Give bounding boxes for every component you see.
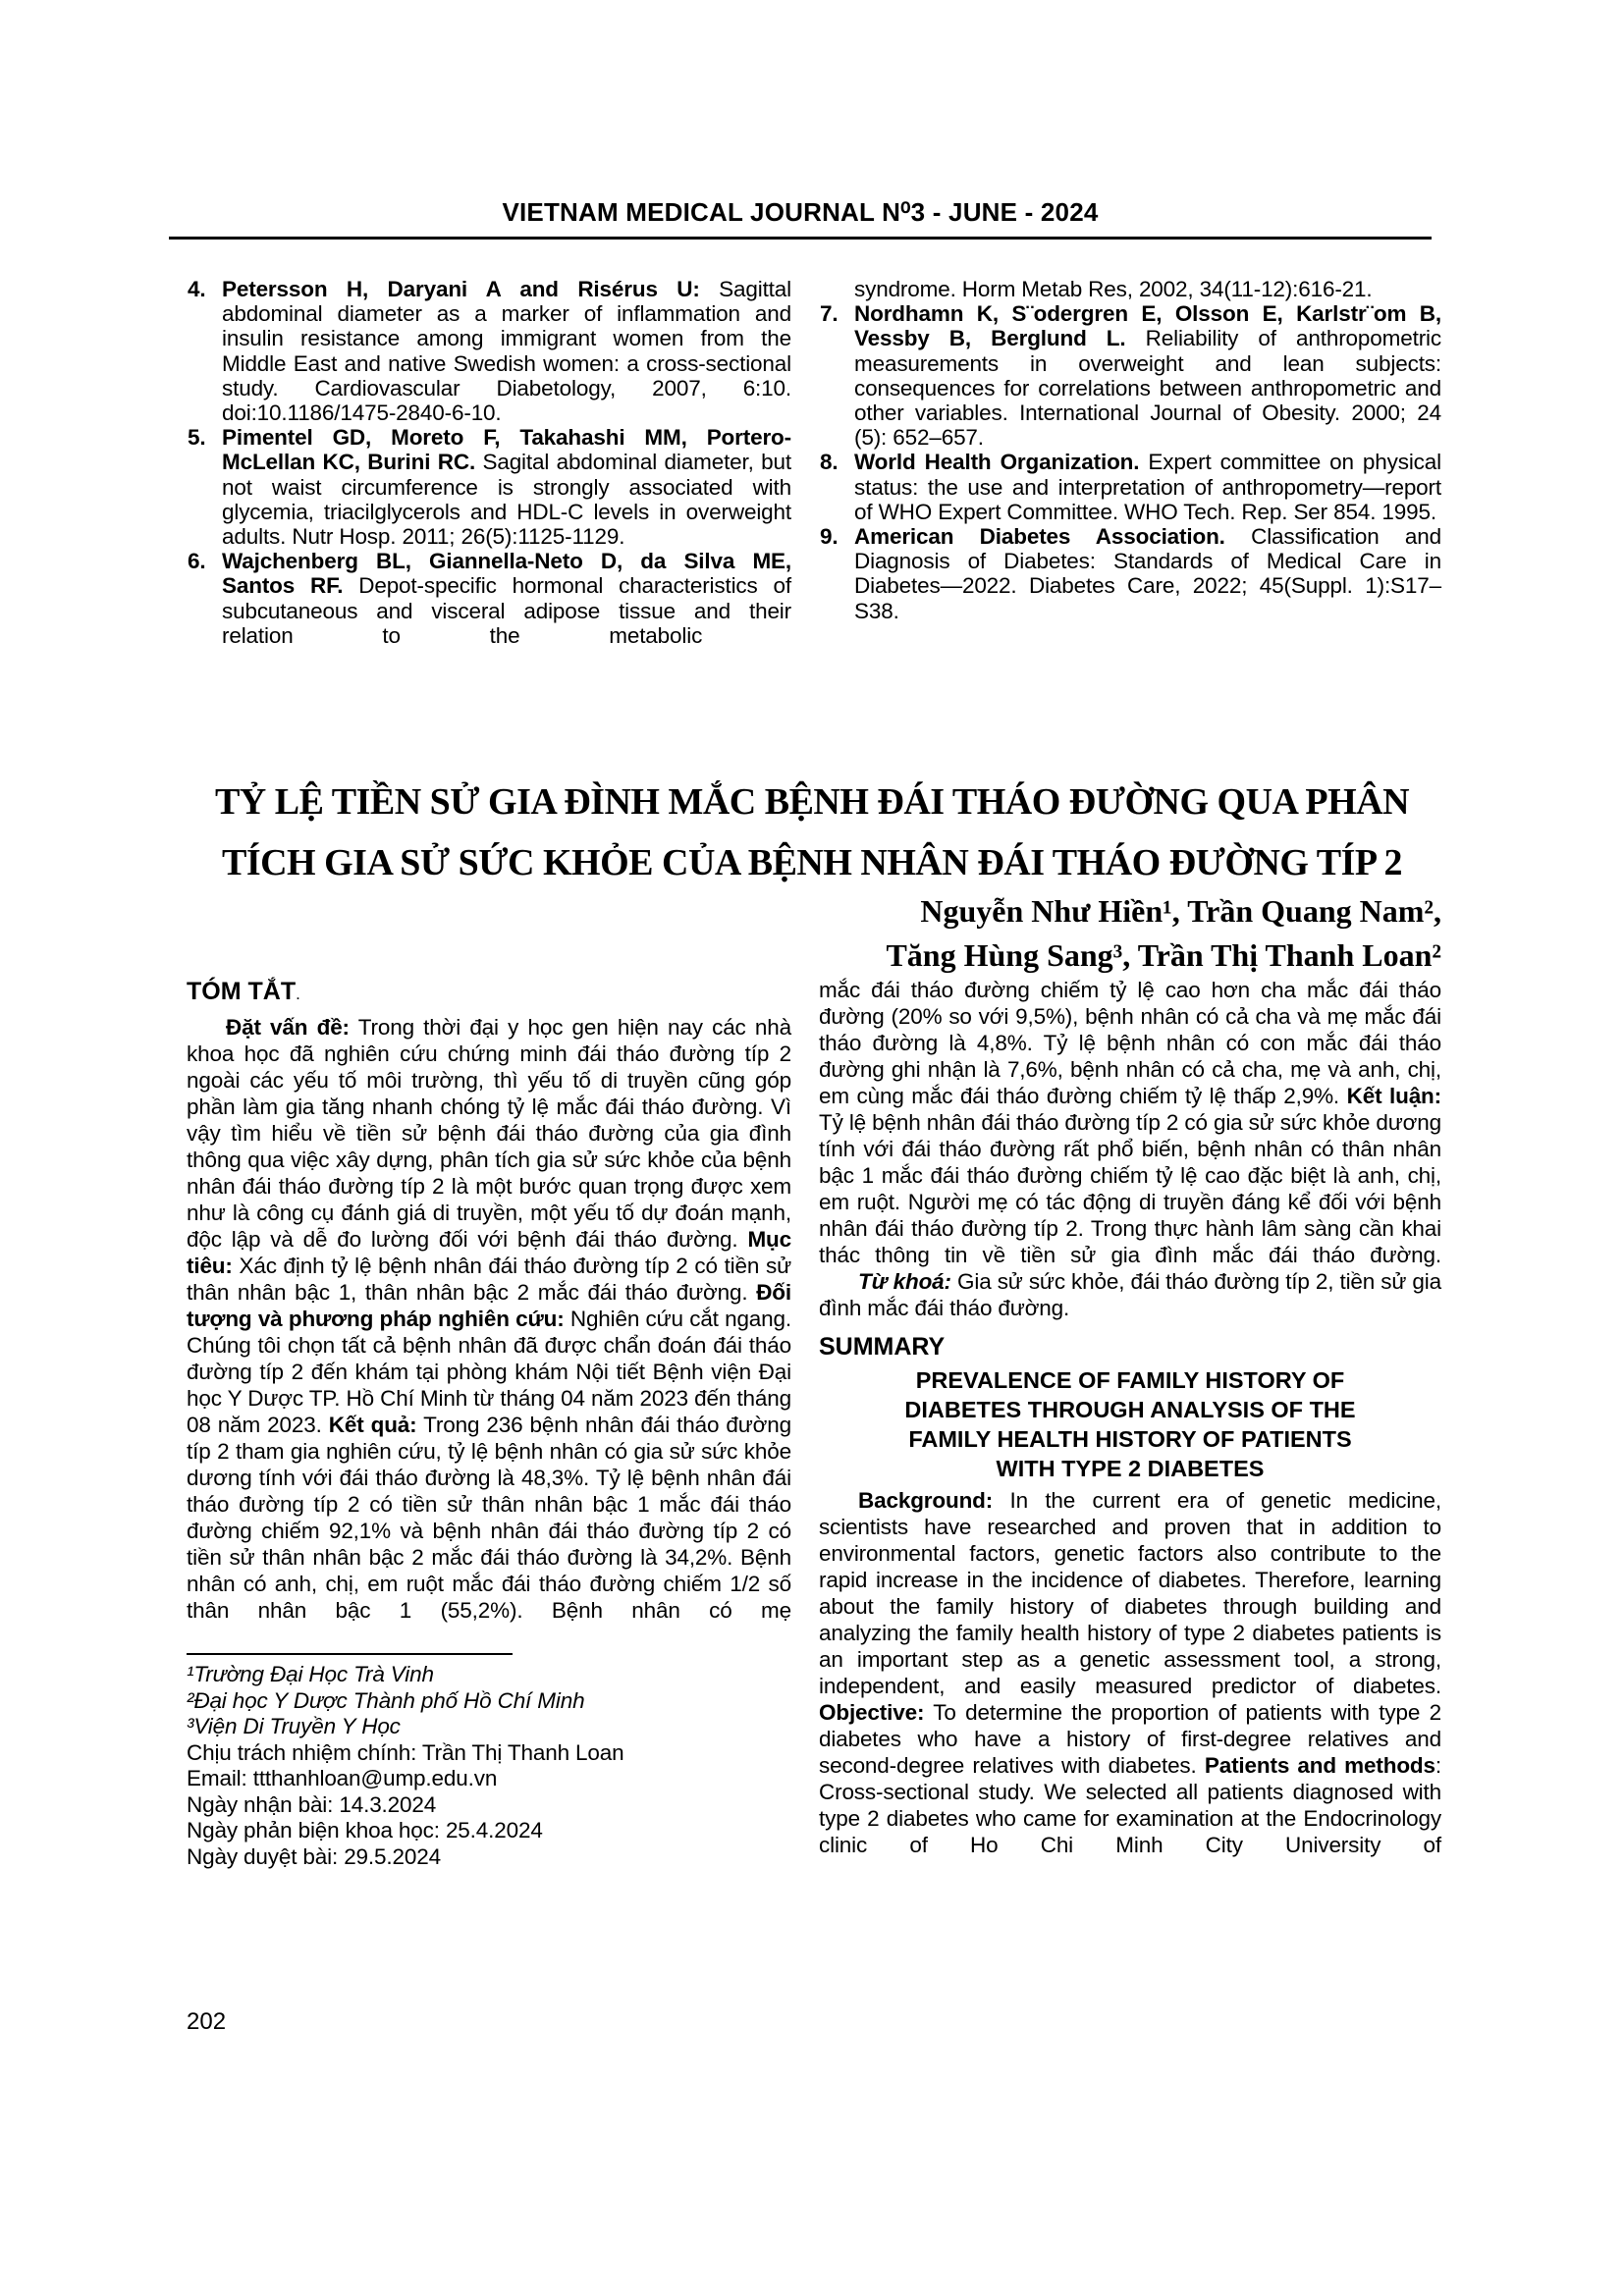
abstract-paragraph: Đặt vấn đề: Trong thời đại y học gen hiện nay các nhà khoa học đã nghiên cứu chứng minh đái tháo đường típ 2 ngoài các yếu tố môi trường, thì yếu tố di truyền cũng góp phần làm gia tăng nhanh chóng tỷ lệ mắc đái tháo đường. Vì vậy tìm hiểu về tiền sử bệnh đái tháo đường của gia đình thông qua việc xây dựng, phân tích gia sử sức khỏe của bệnh nhân đái tháo đường típ 2 là một bước quan trọng được xem như là công cụ đánh giá di truyền, một yếu tố dự đoán mạnh, độc lập và dễ đo lường đối với bệnh đái tháo đường. Mục tiêu: Xác định tỷ lệ bệnh nhân đái tháo đường típ 2 có tiền sử thân nhân bậc 1, thân nhân bậc 2 mắc đái tháo đường. Đối tượng và phương pháp nghiên cứu: Nghiên cứu cắt ngang. Chúng tôi chọn tất cả bệnh nhân đã được chẩn đoán đái tháo đường típ 2 đến khám tại phòng khám Nội tiết Bệnh viện Đại học Y Dược TP. Hồ Chí Minh từ tháng 04 năm 2023 đến tháng 08 năm 2023. Kết quả: Trong 236 bệnh nhân đái tháo đường típ 2 tham gia nghiên cứu, tỷ lệ bệnh nhân có gia sử sức khỏe dương tính với đái tháo đường là 48,3%. Tỷ lệ bệnh nhân đái tháo đường típ 2 có tiền sử thân nhân bậc 1 mắc đái tháo đường chiếm 92,1% và bệnh nhân đái tháo đường típ 2 có tiền sử thân nhân bậc 2 mắc đái tháo đường là 34,2%. Bệnh nhân có anh, chị, em ruột mắc đái tháo đường chiếm 1/2 số thân nhân bậc 1 (55,2%). Bệnh nhân có mẹ <box>187 1015 792 1623</box>
references-section <box>187 277 1441 648</box>
summary-title-line: FAMILY HEALTH HISTORY OF PATIENTS <box>908 1426 1352 1452</box>
reference-text: World Health Organization. Expert committee on physical status: the use and interpretation of anthropometry—report of WHO Expert Committee. WHO Tech. Rep. Ser 854. 1995. <box>854 450 1441 524</box>
reference-item <box>819 524 1441 623</box>
page-number: 202 <box>187 2008 227 2035</box>
reference-number: 4. <box>188 277 206 301</box>
keywords-paragraph: Từ khoá: Gia sử sức khỏe, đái tháo đường típ 2, tiền sử gia đình mắc đái tháo đường. <box>819 1269 1441 1320</box>
footnote-line-received-date: Ngày nhận bài: 14.3.2024 <box>187 1791 437 1817</box>
references-left-column <box>187 277 791 648</box>
abstract-heading-text: TÓM TẮT <box>187 978 297 1005</box>
footnote-line-review-date: Ngày phản biện khoa học: 25.4.2024 <box>187 1818 543 1842</box>
reference-item <box>187 277 791 425</box>
footnote-line-email: Email: ttthanhloan@ump.edu.vn <box>187 1766 498 1790</box>
article-title <box>90 772 1534 893</box>
body-columns <box>187 977 1441 1870</box>
reference-text: Petersson H, Daryani A and Risérus U: Sagittal abdominal diameter as a marker of inflammation and insulin resistance among immigrant women from the Middle East and native Swedish women: a cross-sectional study. Cardiovascular Diabetology, 2007, 6:10. doi:10.1186/1475-2840-6-10. <box>222 277 791 426</box>
article-title-line: TÍCH GIA SỬ SỨC KHỎE CỦA BỆNH NHÂN ĐÁI THÁO ĐƯỜNG TÍP 2 <box>221 842 1403 883</box>
abstract-column <box>187 977 791 1870</box>
footnote-line-corresponding-author: Chịu trách nhiệm chính: Trần Thị Thanh Loan <box>187 1739 624 1765</box>
summary-body: Background: In the current era of genetic medicine, scientists have researched and proven that in addition to environmental factors, genetic factors also contribute to the rapid increase in the incidence of diabetes. Therefore, learning about the family history of diabetes through building and analyzing the family health history of type 2 diabetes patients is an important step as a genetic assessment tool, a strong, independent, and easily measured predictor of diabetes. Objective: To determine the proportion of patients with type 2 diabetes who have a history of first-degree relatives and second-degree relatives with diabetes. Patients and methods: Cross-sectional study. We selected all patients diagnosed with type 2 diabetes who came for examination at the Endocrinology clinic of Ho Chi Minh City University of <box>819 1488 1441 1857</box>
reference-number: 7. <box>820 301 839 327</box>
footnote-block <box>187 1653 791 1870</box>
reference-item <box>187 549 791 648</box>
abstract-heading <box>187 977 791 1009</box>
abstract-continuation: mắc đái tháo đường chiếm tỷ lệ cao hơn cha mắc đái tháo đường (20% so với 9,5%), bệnh nhân có cả cha và mẹ mắc đái tháo đường là 4,8%. Tỷ lệ bệnh nhân có con mắc đái tháo đường ghi nhận là 7,6%, bệnh nhân có cả cha, mẹ và anh, chị, em cùng mắc đái tháo đường chiếm tỷ lệ thấp 2,9%. Kết luận: Tỷ lệ bệnh nhân đái tháo đường típ 2 có gia sử sức khỏe dương tính với đái tháo đường rất phổ biến, bệnh nhân có thân nhân bậc 1 mắc đái tháo đường chiếm tỷ lệ cao đặc biệt là anh, chị, em ruột. Người mẹ có tác động di truyền đáng kể đối với bệnh nhân đái tháo đường típ 2. Trong thực hành lâm sàng cần khai thác thông tin về tiền sử gia đình mắc đái tháo đường. <box>819 978 1441 1267</box>
reference-continuation: syndrome. Horm Metab Res, 2002, 34(11-12):616-21. <box>854 277 1373 301</box>
reference-number: 5. <box>188 425 206 451</box>
reference-text: Wajchenberg BL, Giannella-Neto D, da Silva ME, Santos RF. Depot-specific hormonal characteristics of subcutaneous and visceral adipose tissue and their relation to the metabolic <box>222 549 791 648</box>
reference-item <box>187 425 791 549</box>
reference-text: American Diabetes Association. Classification and Diagnosis of Diabetes: Standards of Medical Care in Diabetes—2022. Diabetes Care, 2022; 45(Suppl. 1):S17–S38. <box>854 524 1441 623</box>
footnote-line-accepted-date: Ngày duyệt bài: 29.5.2024 <box>187 1843 441 1869</box>
reference-text: Pimentel GD, Moreto F, Takahashi MM, Portero-McLellan KC, Burini RC. Sagital abdominal diameter, but not waist circumference is strongly associated with glycemia, triacilglycerols and HDL-C levels in overweight adults. Nutr Hosp. 2011; 26(5):1125-1129. <box>222 425 791 550</box>
journal-header: VIETNAM MEDICAL JOURNAL N⁰3 - JUNE - 2024 <box>502 197 1099 227</box>
affiliation-line: ³Viện Di Truyền Y Học <box>187 1714 401 1738</box>
affiliation-line: ¹Trường Đại Học Trà Vinh <box>187 1662 434 1686</box>
reference-text: Nordhamn K, S¨odergren E, Olsson E, Karlstr¨om B, Vessby B, Berglund L. Reliability of anthropometric measurements in overweight and lean subjects: consequences for correlations between anthropometric and other variables. International Journal of Obesity. 2000; 24 (5): 652–657. <box>854 301 1441 451</box>
summary-column <box>819 977 1441 1870</box>
summary-title-line: DIABETES THROUGH ANALYSIS OF THE <box>904 1397 1356 1422</box>
summary-title-line: WITH TYPE 2 DIABETES <box>996 1456 1265 1481</box>
author-line: Nguyễn Như Hiền¹, Trần Quang Nam², <box>920 893 1441 929</box>
article-title-line: TỶ LỆ TIỀN SỬ GIA ĐÌNH MẮC BỆNH ĐÁI THÁO ĐƯỜNG QUA PHÂN <box>214 781 1410 823</box>
summary-heading: SUMMARY <box>819 1333 946 1361</box>
references-right-column <box>819 277 1441 648</box>
summary-title <box>819 1365 1441 1483</box>
authors-block <box>187 889 1441 978</box>
footnote-rule <box>187 1653 513 1655</box>
author-line: Tăng Hùng Sang³, Trần Thị Thanh Loan² <box>886 937 1441 973</box>
abstract-heading-mark: . <box>296 985 300 1003</box>
summary-title-line: PREVALENCE OF FAMILY HISTORY OF <box>915 1367 1345 1393</box>
reference-number: 9. <box>820 524 839 550</box>
reference-item <box>819 450 1441 524</box>
affiliation-line: ²Đại học Y Dược Thành phố Hồ Chí Minh <box>187 1687 585 1713</box>
reference-item <box>819 301 1441 450</box>
reference-number: 6. <box>188 549 206 574</box>
reference-number: 8. <box>820 450 839 475</box>
header-rule <box>169 237 1432 240</box>
